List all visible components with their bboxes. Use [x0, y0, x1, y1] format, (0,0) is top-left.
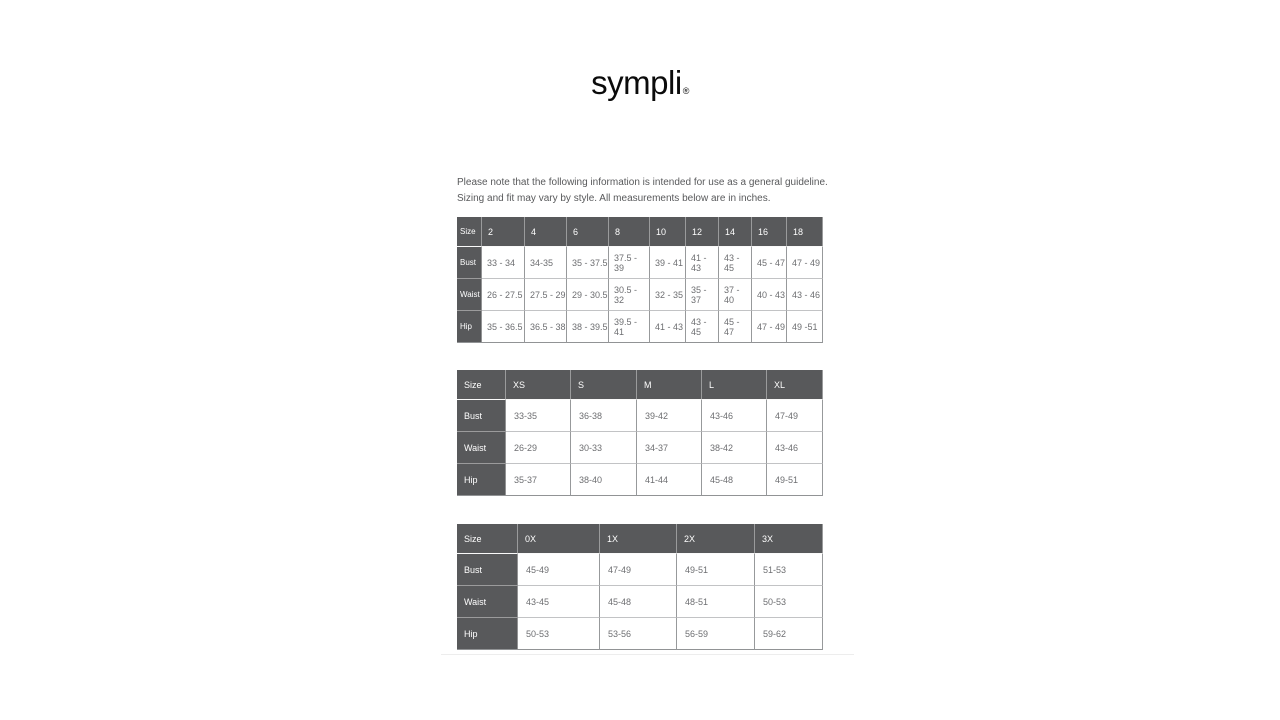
measurement-value-cell: 45-48: [600, 586, 677, 618]
size-column-header: 2X: [677, 524, 755, 554]
measurement-row: [457, 586, 823, 618]
size-column-header: 1X: [600, 524, 677, 554]
measurement-value-cell: 43 - 45: [719, 247, 752, 279]
size-column-header: 2: [482, 217, 525, 247]
measurement-value-cell: 49 -51: [787, 311, 823, 343]
measurement-value-cell: 59-62: [755, 618, 823, 650]
measurement-value-cell: 47-49: [600, 554, 677, 586]
measurement-value-cell: 37 - 40: [719, 279, 752, 311]
measurement-value-cell: 29 - 30.5: [567, 279, 609, 311]
measurement-row-label: Waist: [457, 586, 518, 618]
size-column-header: XL: [767, 370, 823, 400]
measurement-value-cell: 38 - 39.5: [567, 311, 609, 343]
size-corner-label: Size: [457, 524, 518, 554]
measurement-value-cell: 43 - 45: [686, 311, 719, 343]
plus-size-table: [457, 524, 823, 650]
measurement-value-cell: 49-51: [677, 554, 755, 586]
size-column-header: 4: [525, 217, 567, 247]
measurement-value-cell: 37.5 - 39: [609, 247, 650, 279]
size-column-header: 10: [650, 217, 686, 247]
measurement-value-cell: 43-46: [767, 432, 823, 464]
size-column-header: S: [571, 370, 637, 400]
measurement-value-cell: 43-46: [702, 400, 767, 432]
registered-trademark-icon: ®: [682, 86, 689, 96]
measurement-value-cell: 34-35: [525, 247, 567, 279]
measurement-value-cell: 41-44: [637, 464, 702, 496]
brand-logo-text: sympli: [591, 64, 682, 101]
measurement-row: [457, 432, 823, 464]
measurement-value-cell: 36-38: [571, 400, 637, 432]
measurement-value-cell: 33-35: [506, 400, 571, 432]
measurement-row-label: Waist: [457, 279, 482, 311]
measurement-value-cell: 50-53: [755, 586, 823, 618]
measurement-value-cell: 43 - 46: [787, 279, 823, 311]
size-column-header: 3X: [755, 524, 823, 554]
measurement-row-label: Hip: [457, 618, 518, 650]
measurement-value-cell: 32 - 35: [650, 279, 686, 311]
measurement-row: [457, 311, 823, 343]
measurement-value-cell: 48-51: [677, 586, 755, 618]
measurement-value-cell: 45-48: [702, 464, 767, 496]
measurement-row: [457, 464, 823, 496]
size-corner-label: Size: [457, 370, 506, 400]
measurement-value-cell: 35 - 37: [686, 279, 719, 311]
measurement-row-label: Bust: [457, 400, 506, 432]
measurement-value-cell: 30-33: [571, 432, 637, 464]
measurement-value-cell: 39-42: [637, 400, 702, 432]
measurement-value-cell: 56-59: [677, 618, 755, 650]
measurement-value-cell: 51-53: [755, 554, 823, 586]
measurement-value-cell: 41 - 43: [686, 247, 719, 279]
measurement-value-cell: 43-45: [518, 586, 600, 618]
measurement-row: [457, 400, 823, 432]
size-column-header: 0X: [518, 524, 600, 554]
measurement-value-cell: 39 - 41: [650, 247, 686, 279]
measurement-value-cell: 26 - 27.5: [482, 279, 525, 311]
size-header-row: [457, 524, 823, 554]
measurement-value-cell: 35 - 36.5: [482, 311, 525, 343]
measurement-value-cell: 47 - 49: [752, 311, 787, 343]
size-column-header: M: [637, 370, 702, 400]
measurement-value-cell: 41 - 43: [650, 311, 686, 343]
measurement-value-cell: 38-40: [571, 464, 637, 496]
measurement-row-label: Bust: [457, 247, 482, 279]
size-column-header: 8: [609, 217, 650, 247]
size-column-header: 16: [752, 217, 787, 247]
measurement-value-cell: 45 - 47: [752, 247, 787, 279]
size-column-header: 14: [719, 217, 752, 247]
size-column-header: XS: [506, 370, 571, 400]
measurement-row: [457, 618, 823, 650]
guideline-note-line2: Sizing and fit may vary by style. All measurements below are in inches.: [457, 193, 771, 204]
measurement-value-cell: 50-53: [518, 618, 600, 650]
alpha-size-table: [457, 370, 823, 496]
measurement-value-cell: 49-51: [767, 464, 823, 496]
measurement-value-cell: 47-49: [767, 400, 823, 432]
size-column-header: 18: [787, 217, 823, 247]
measurement-row: [457, 279, 823, 311]
size-header-row: [457, 370, 823, 400]
measurement-value-cell: 38-42: [702, 432, 767, 464]
measurement-row-label: Bust: [457, 554, 518, 586]
size-column-header: 12: [686, 217, 719, 247]
size-column-header: L: [702, 370, 767, 400]
measurement-value-cell: 45 - 47: [719, 311, 752, 343]
guideline-note-line1: Please note that the following information is intended for use as a general guideline.: [457, 177, 828, 188]
numeric-size-table: [457, 217, 823, 343]
measurement-value-cell: 47 - 49: [787, 247, 823, 279]
measurement-value-cell: 30.5 - 32: [609, 279, 650, 311]
measurement-value-cell: 40 - 43: [752, 279, 787, 311]
measurement-value-cell: 45-49: [518, 554, 600, 586]
measurement-row-label: Hip: [457, 311, 482, 343]
measurement-value-cell: 26-29: [506, 432, 571, 464]
size-column-header: 6: [567, 217, 609, 247]
measurement-row: [457, 247, 823, 279]
measurement-value-cell: 39.5 - 41: [609, 311, 650, 343]
measurement-row: [457, 554, 823, 586]
measurement-value-cell: 35 - 37.5: [567, 247, 609, 279]
measurement-value-cell: 53-56: [600, 618, 677, 650]
measurement-row-label: Hip: [457, 464, 506, 496]
measurement-row-label: Waist: [457, 432, 506, 464]
brand-logo: [0, 64, 1280, 102]
size-corner-label: Size: [457, 217, 482, 247]
size-header-row: [457, 217, 823, 247]
measurement-value-cell: 36.5 - 38: [525, 311, 567, 343]
content-frame-bottom-edge: [441, 654, 854, 655]
measurement-value-cell: 27.5 - 29: [525, 279, 567, 311]
measurement-value-cell: 34-37: [637, 432, 702, 464]
measurement-value-cell: 35-37: [506, 464, 571, 496]
measurement-value-cell: 33 - 34: [482, 247, 525, 279]
